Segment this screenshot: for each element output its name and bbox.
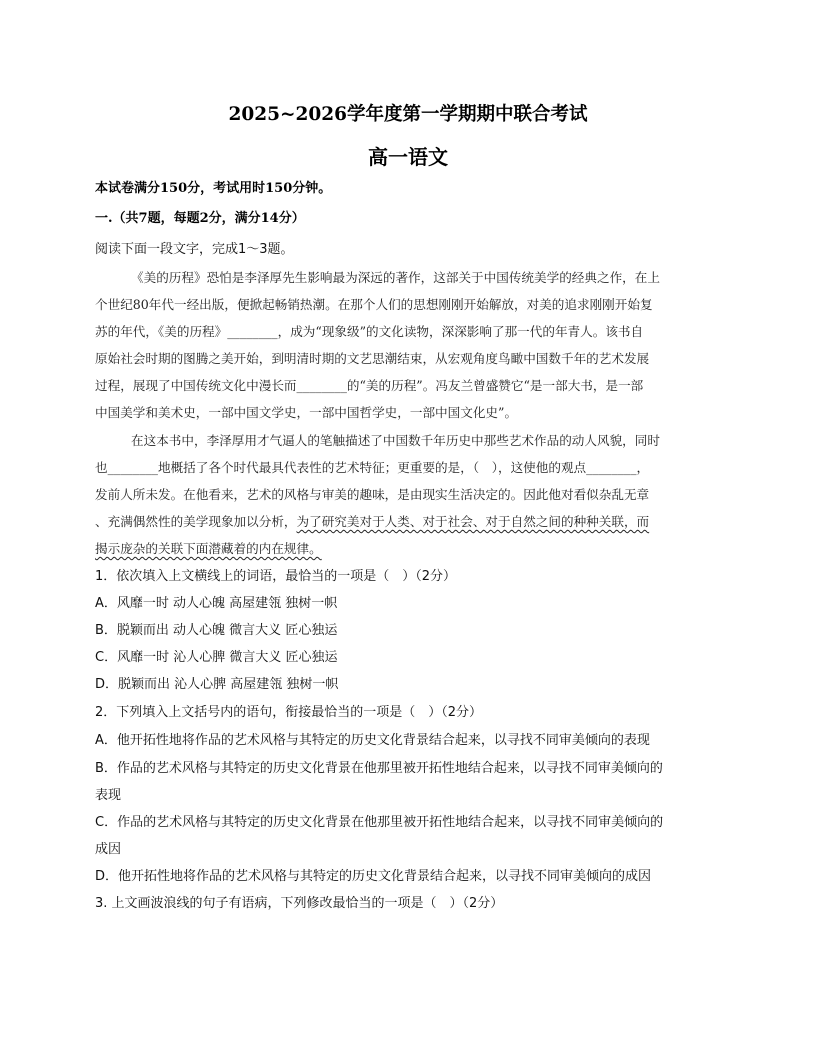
question-1-option-d[interactable]: D．脱颖而出 沁人心脾 高屋建瓴 独树一帜 xyxy=(95,677,339,692)
question-1-option-c[interactable]: C．风靡一时 沁人心脾 微言大义 匠心独运 xyxy=(95,650,338,665)
passage-line: 也________地概括了各个时代最具代表性的艺术特征；更重要的是，（ ），这使他的观点________， xyxy=(95,460,650,475)
passage-line: 原始社会时期的图腾之美开始，到明清时期的文艺思潮结束，从宏观角度鸟瞰中国数千年的艺术发展 xyxy=(95,351,650,366)
wavy-underlined-sentence: 为了研究美对于人类、对于社会、对于自然之间的种种关联，而 xyxy=(296,514,650,529)
exam-title: 2025~2026学年度第一学期期中联合考试 xyxy=(228,104,588,125)
subject-title: 高一语文 xyxy=(368,145,448,169)
reading-instruction: 阅读下面一段文字，完成1～3题。 xyxy=(95,242,294,257)
question-3-stem: 3. 上文画波浪线的句子有语病，下列修改最恰当的一项是（ ）（2分） xyxy=(95,896,504,911)
section-heading: 一.（共7题，每题2分，满分14分） xyxy=(95,211,305,226)
question-2-option-c[interactable]: C．作品的艺术风格与其特定的历史文化背景在他那里被开拓性地结合起来，以寻找不同审美倾向的 xyxy=(95,815,664,830)
question-1-option-a[interactable]: A．风靡一时 动人心魄 高屋建瓴 独树一帜 xyxy=(95,596,338,611)
passage-line: 在这本书中，李泽厚用才气逼人的笔触描述了中国数千年历史中那些艺术作品的动人风貌，同时 xyxy=(131,433,660,448)
question-2-option-a[interactable]: A．他开拓性地将作品的艺术风格与其特定的历史文化背景结合起来，以寻找不同审美倾向的表现 xyxy=(95,733,650,748)
question-2-option-b[interactable]: B．作品的艺术风格与其特定的历史文化背景在他那里被开拓性地结合起来，以寻找不同审美倾向的 xyxy=(95,761,663,776)
question-2-stem: 2．下列填入上文括号内的语句，衔接最恰当的一项是（ ）（2分） xyxy=(95,705,483,720)
passage-line: 、充满偶然性的美学现象加以分析，为了研究美对于人类、对于社会、对于自然之间的种种关联，而 xyxy=(95,514,650,529)
question-1-option-b[interactable]: B．脱颖而出 动人心魄 微言大义 匠心独运 xyxy=(95,623,338,638)
question-1-stem: 1．依次填入上文横线上的词语，最恰当的一项是（ ）（2分） xyxy=(95,569,457,584)
passage-line: 发前人所未发。在他看来，艺术的风格与审美的趣味，是由现实生活决定的。因此他对看似杂乱无章 xyxy=(95,487,650,502)
passage-line: 苏的年代，《美的历程》________，成为“现象级”的文化读物，深深影响了那一代的年青人。该书自 xyxy=(95,324,644,339)
passage-line: 《美的历程》恐怕是李泽厚先生影响最为深远的著作，这部关于中国传统美学的经典之作，在上 xyxy=(131,270,660,285)
passage-line: 个世纪80年代一经出版，便掀起畅销热潮。在那个人们的思想刚刚开始解放，对美的追求刚刚开始复 xyxy=(95,297,653,312)
question-2-option-d[interactable]: D．他开拓性地将作品的艺术风格与其特定的历史文化背景结合起来，以寻找不同审美倾向的成因 xyxy=(95,869,652,884)
wavy-underlined-sentence: 揭示庞杂的关联下面潜藏着的内在规律。 xyxy=(95,541,322,556)
question-2-option-b-cont[interactable]: 表现 xyxy=(95,788,122,803)
passage-line: 过程，展现了中国传统文化中漫长而________的“美的历程”。冯友兰曾盛赞它“是一部大书，是一部 xyxy=(95,378,644,393)
question-2-option-c-cont[interactable]: 成因 xyxy=(95,842,122,857)
passage-line: 中国美学和美术史，一部中国文学史，一部中国哲学史，一部中国文化史”。 xyxy=(95,405,518,420)
exam-note: 本试卷满分150分，考试用时150分钟。 xyxy=(95,181,332,196)
